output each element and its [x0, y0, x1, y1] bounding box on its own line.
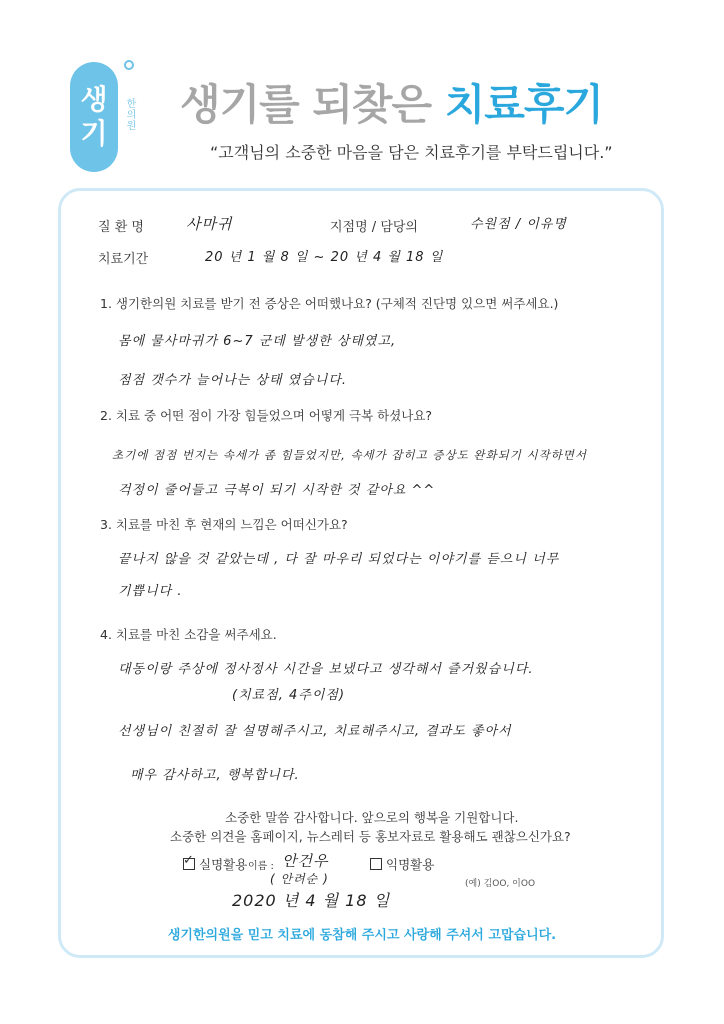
title-gray: 생기를 되찾은 [180, 80, 445, 129]
real-name-option[interactable] [183, 855, 247, 873]
answer-1-line-2: 점점 갯수가 늘어나는 상태 였습니다. [118, 373, 348, 388]
real-name-label: 실명활용 [199, 857, 248, 872]
logo-dot-icon [124, 60, 134, 70]
bottom-message: 생기한의원을 믿고 치료에 동참해 주시고 사랑해 주셔서 고맙습니다. [167, 928, 557, 943]
logo-mark-bottom: 기 [80, 117, 108, 150]
title-blue: 치료후기 [444, 80, 603, 129]
anonymous-checkbox[interactable] [370, 858, 382, 870]
real-name-checkbox[interactable] [183, 858, 195, 870]
brand-logo [70, 62, 118, 172]
question-2: 2. 치료 중 어떤 점이 가장 힘들었으며 어떻게 극복 하셨나요? [100, 408, 433, 423]
answer-3-line-2: 기쁩니다 . [118, 584, 183, 599]
consent-text: 소중한 의견을 홈페이지, 뉴스레터 등 홍보자료로 활용해도 괜찮으신가요? [170, 829, 571, 844]
anonymous-option[interactable] [370, 855, 434, 873]
answer-4-line-4: 매우 감사하고, 행복합니다. [130, 768, 300, 783]
anonymous-label: 익명활용 [386, 857, 435, 872]
disease-value: 사마귀 [186, 215, 233, 233]
signature-date: 2020 년 4 월 18 일 [232, 891, 391, 910]
example-text: (예) 김OO, 이OO [465, 879, 536, 889]
answer-2-line-1: 초기에 점점 번지는 속세가 좀 힘들었지만, 속세가 잡히고 증상도 완화되기 시작하면서 [112, 448, 588, 462]
answer-2-line-2: 걱정이 줄어들고 극복이 되기 시작한 것 같아요 ^^ [118, 483, 436, 498]
disease-label: 질 환 명 [98, 220, 144, 235]
answer-1-line-1: 몸에 물사마귀가 6~7 군데 발생한 상태였고, [118, 334, 397, 349]
answer-4-line-1: 대동이랑 주상에 정사정사 시간을 보냈다고 생각해서 즐거웠습니다. [118, 662, 534, 677]
name-value: 안건우 [282, 852, 329, 870]
page-subtitle: “고객님의 소중한 마음을 담은 치료후기를 부탁드립니다.” [210, 143, 613, 162]
period-value: 20 년 1 월 8 일 ~ 20 년 4 월 18 일 [205, 250, 444, 265]
question-4: 4. 치료를 마친 소감을 써주세요. [100, 627, 277, 642]
name-value-2: ( 안려순 ) [270, 872, 329, 886]
branch-value: 수원점 / 이유명 [470, 217, 567, 232]
answer-4-line-2: (치료점, 4주이점) [232, 688, 346, 703]
logo-mark-top: 생 [80, 83, 108, 116]
thanks-text: 소중한 말씀 감사합니다. 앞으로의 행복을 기원합니다. [225, 810, 519, 825]
period-label: 치료기간 [98, 252, 149, 267]
logo-side-text: 한의원 [124, 98, 135, 131]
name-label: 이름 : [248, 861, 274, 872]
question-1: 1. 생기한의원 치료를 받기 전 증상은 어떠했나요? (구체적 진단명 있으면 써주세요.) [100, 296, 559, 311]
page-title [180, 72, 603, 132]
branch-label: 지점명 / 담당의 [330, 220, 418, 235]
question-3: 3. 치료를 마친 후 현재의 느낌은 어떠신가요? [100, 517, 348, 532]
answer-4-line-3: 선생님이 친절히 잘 설명해주시고, 치료해주시고, 결과도 좋아서 [118, 724, 512, 739]
answer-3-line-1: 끝나지 않을 것 같았는데 , 다 잘 마우리 되었다는 이야기를 듣으니 너무 [118, 552, 560, 567]
